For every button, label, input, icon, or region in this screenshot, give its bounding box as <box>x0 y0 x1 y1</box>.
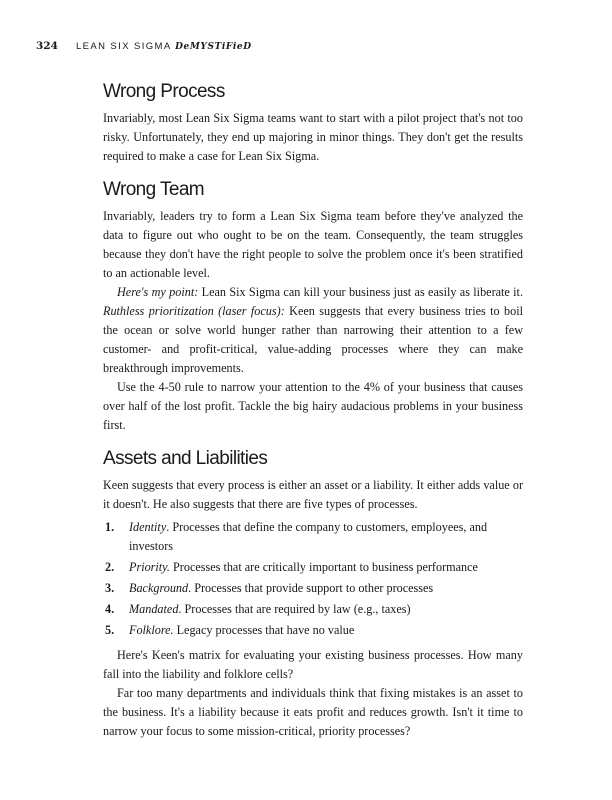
page-number: 324 <box>36 40 58 52</box>
list-item <box>103 518 523 556</box>
emphasis: Ruthless prioritization (laser focus): <box>103 304 285 318</box>
section-heading: Assets and Liabilities <box>103 448 268 469</box>
section-heading: Wrong Process <box>103 81 225 102</box>
list-desc: . Processes that provide support to other processes <box>188 581 434 595</box>
list-number: 3. <box>105 581 115 595</box>
list-term: Folklore. <box>129 623 174 637</box>
list-term: Background <box>129 581 189 595</box>
list-number: 2. <box>105 560 115 574</box>
section-assets-liabilities <box>103 447 523 741</box>
list-item <box>103 558 523 577</box>
list-desc: . Processes that define the company to customers, employees, and investors <box>129 520 488 553</box>
text-run: Keen suggests that every business tries to boil the ocean or solve world hunger rather than narrowing their attention to a few customer- and profit-critical, value-adding processes where they can make breakthrough improvements. <box>103 304 524 375</box>
list-desc: Legacy processes that have no value <box>173 623 355 637</box>
section-wrong-process <box>103 80 523 166</box>
paragraph: Invariably, leaders try to form a Lean Six Sigma team before they've analyzed the data to figure out who ought to be on the team. Consequently, the team struggles because they don't have the right people to solve the problem once it's been stratified to an actionable level. <box>103 209 523 280</box>
page-body <box>103 80 523 753</box>
paragraph: Invariably, most Lean Six Sigma teams want to start with a pilot project that's not too risky. Unfortunately, they end up majoring in minor things. They don't get the results required to make a case for Lean Six Sigma. <box>103 111 523 163</box>
emphasis: Here's my point: <box>117 285 199 299</box>
list-item <box>103 579 523 598</box>
section-heading: Wrong Team <box>103 179 205 200</box>
list-term: Mandated <box>129 602 179 616</box>
list-term: Priority. <box>129 560 170 574</box>
paragraph: Use the 4-50 rule to narrow your attention to the 4% of your business that causes over half of the lost profit. Tackle the big hairy audacious problems in your business first. <box>103 380 523 432</box>
book-subtitle: DeMYSTiFieD <box>175 42 252 52</box>
list-number: 5. <box>105 623 115 637</box>
list-desc: Processes that are critically important to business performance <box>169 560 478 574</box>
paragraph: Far too many departments and individuals think that fixing mistakes is an asset to the business. It's a liability because it eats profit and reduces growth. Isn't it time to narrow your focus to some mission-critical, priority processes? <box>103 686 523 738</box>
book-title: LEAN SIX SIGMA <box>75 41 172 52</box>
list-item <box>103 621 523 640</box>
section-wrong-team <box>103 178 523 435</box>
list-desc: . Processes that are required by law (e.g., taxes) <box>178 602 411 616</box>
paragraph: Keen suggests that every process is either an asset or a liability. It either adds value or it doesn't. He also suggests that there are five types of processes. <box>103 478 523 511</box>
paragraph: Here's Keen's matrix for evaluating your existing business processes. How many fall into the liability and folklore cells? <box>103 648 523 681</box>
list-number: 1. <box>105 520 115 534</box>
list-item <box>103 600 523 619</box>
text-run: Lean Six Sigma can kill your business just as easily as liberate it. <box>198 285 523 299</box>
list-number: 4. <box>105 602 115 616</box>
list-term: Identity <box>129 520 167 534</box>
process-types-list <box>103 518 523 640</box>
paragraph <box>103 283 523 378</box>
running-header <box>36 40 252 52</box>
